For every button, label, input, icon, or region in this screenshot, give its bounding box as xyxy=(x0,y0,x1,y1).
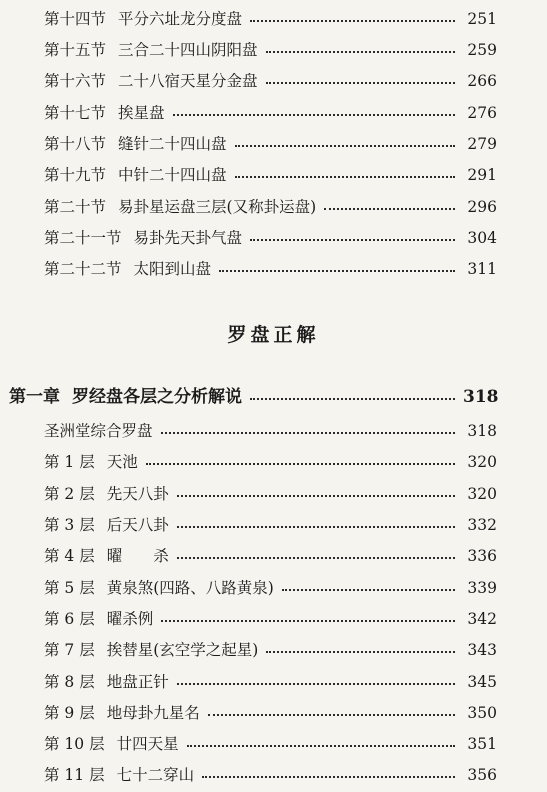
entry-title: 后天八卦 xyxy=(106,516,169,534)
entry-page: 332 xyxy=(467,516,497,534)
toc-entry xyxy=(44,40,497,60)
entry-number: 第 4 层 xyxy=(44,547,95,565)
toc-entry xyxy=(44,546,497,566)
toc-entry xyxy=(44,197,497,217)
chapter-number: 第一章 xyxy=(9,387,60,407)
toc-entry xyxy=(44,484,497,504)
entry-title: 挨替星(玄空学之起星) xyxy=(106,641,259,659)
entry-number: 第 5 层 xyxy=(44,579,95,597)
dot-leader xyxy=(250,20,455,22)
entry-number: 第 1 层 xyxy=(44,453,95,471)
entry-number: 第 6 层 xyxy=(44,610,95,628)
toc-entry xyxy=(44,228,497,248)
toc-entry xyxy=(44,71,497,91)
dot-leader xyxy=(177,683,455,685)
toc-entry xyxy=(44,9,497,29)
toc-entry xyxy=(44,452,497,472)
dot-leader xyxy=(177,526,455,528)
dot-leader xyxy=(177,495,455,497)
dot-leader xyxy=(146,463,455,465)
dot-leader xyxy=(324,208,455,210)
chapter-title: 罗经盘各层之分析解说 xyxy=(72,387,242,407)
entry-title: 地母卦九星名 xyxy=(106,704,200,722)
entry-title: 中针二十四山盘 xyxy=(118,166,227,184)
dot-leader xyxy=(235,145,455,147)
entry-title: 黄泉煞(四路、八路黄泉) xyxy=(106,579,274,597)
dot-leader xyxy=(202,776,455,778)
entry-title: 圣洲堂综合罗盘 xyxy=(44,422,153,440)
dot-leader xyxy=(208,714,455,716)
entry-number: 第二十节 xyxy=(44,198,107,216)
entry-page: 343 xyxy=(467,641,497,659)
entry-number: 第 7 层 xyxy=(44,641,95,659)
entry-number: 第 8 层 xyxy=(44,673,95,691)
entry-page: 320 xyxy=(467,453,497,471)
entry-title: 三合二十四山阴阳盘 xyxy=(118,41,258,59)
entry-page: 266 xyxy=(467,72,497,90)
entry-title: 易卦先天卦气盘 xyxy=(133,229,243,247)
entry-page: 311 xyxy=(467,260,497,278)
entry-title: 地盘正针 xyxy=(106,673,169,691)
entry-page: 296 xyxy=(467,198,497,216)
entry-number: 第二十一节 xyxy=(44,229,122,247)
entry-page: 336 xyxy=(467,547,497,565)
part-heading: 罗盘正解 xyxy=(227,324,320,346)
entry-title: 曜 杀 xyxy=(106,547,169,565)
entry-page: 318 xyxy=(467,422,497,440)
entry-title: 天池 xyxy=(106,453,138,471)
dot-leader xyxy=(187,745,455,747)
toc-entry xyxy=(44,734,497,754)
toc-entry xyxy=(44,103,497,123)
entry-number: 第 11 层 xyxy=(44,766,105,784)
dot-leader xyxy=(250,239,455,241)
entry-number: 第 3 层 xyxy=(44,516,95,534)
toc-entry xyxy=(44,165,497,185)
entry-number: 第 2 层 xyxy=(44,485,95,503)
entry-page: 304 xyxy=(467,229,497,247)
dot-leader xyxy=(235,176,455,178)
entry-title: 易卦星运盘三层(又称卦运盘) xyxy=(118,198,317,216)
entry-page: 356 xyxy=(467,766,497,784)
toc-entry xyxy=(44,765,497,785)
toc-entry xyxy=(44,609,497,629)
entry-page: 342 xyxy=(467,610,497,628)
dot-leader xyxy=(266,51,455,53)
entry-title: 先天八卦 xyxy=(106,485,169,503)
entry-number: 第 9 层 xyxy=(44,704,95,722)
toc-entry xyxy=(44,640,497,660)
dot-leader xyxy=(219,270,455,272)
toc-entry xyxy=(44,578,497,598)
toc-entry xyxy=(44,259,497,279)
entry-number: 第十七节 xyxy=(44,104,107,122)
entry-page: 339 xyxy=(467,579,497,597)
entry-title: 廿四天星 xyxy=(116,735,179,753)
entry-title: 曜杀例 xyxy=(106,610,154,628)
entry-number: 第 10 层 xyxy=(44,735,105,753)
entry-page: 350 xyxy=(467,704,497,722)
entry-page: 251 xyxy=(467,10,497,28)
dot-leader xyxy=(161,620,455,622)
toc-entry xyxy=(44,703,497,723)
chapter-page: 318 xyxy=(463,387,499,407)
entry-page: 276 xyxy=(467,104,497,122)
dot-leader xyxy=(266,82,455,84)
entry-number: 第十九节 xyxy=(44,166,107,184)
dot-leader xyxy=(250,398,455,400)
dot-leader xyxy=(161,432,455,434)
entry-title: 二十八宿天星分金盘 xyxy=(118,72,258,90)
entry-page: 345 xyxy=(467,673,497,691)
entry-page: 279 xyxy=(467,135,497,153)
chapter-entry xyxy=(9,387,497,407)
toc-entry xyxy=(44,421,497,441)
entry-title: 平分六址龙分度盘 xyxy=(118,10,243,28)
dot-leader xyxy=(282,589,455,591)
entry-number: 第十五节 xyxy=(44,41,107,59)
entry-title: 太阳到山盘 xyxy=(133,260,212,278)
entry-page: 259 xyxy=(467,41,497,59)
entry-title: 挨星盘 xyxy=(118,104,165,122)
entry-page: 351 xyxy=(467,735,497,753)
entry-page: 291 xyxy=(467,166,497,184)
toc-entry xyxy=(44,515,497,535)
toc-entry xyxy=(44,134,497,154)
entry-number: 第十四节 xyxy=(44,10,107,28)
toc-entry xyxy=(44,672,497,692)
entry-title: 缝针二十四山盘 xyxy=(118,135,227,153)
dot-leader xyxy=(173,114,455,116)
entry-number: 第十八节 xyxy=(44,135,107,153)
entry-number: 第十六节 xyxy=(44,72,107,90)
entry-page: 320 xyxy=(467,485,497,503)
dot-leader xyxy=(177,557,455,559)
dot-leader xyxy=(266,651,455,653)
entry-number: 第二十二节 xyxy=(44,260,122,278)
entry-title: 七十二穿山 xyxy=(116,766,195,784)
